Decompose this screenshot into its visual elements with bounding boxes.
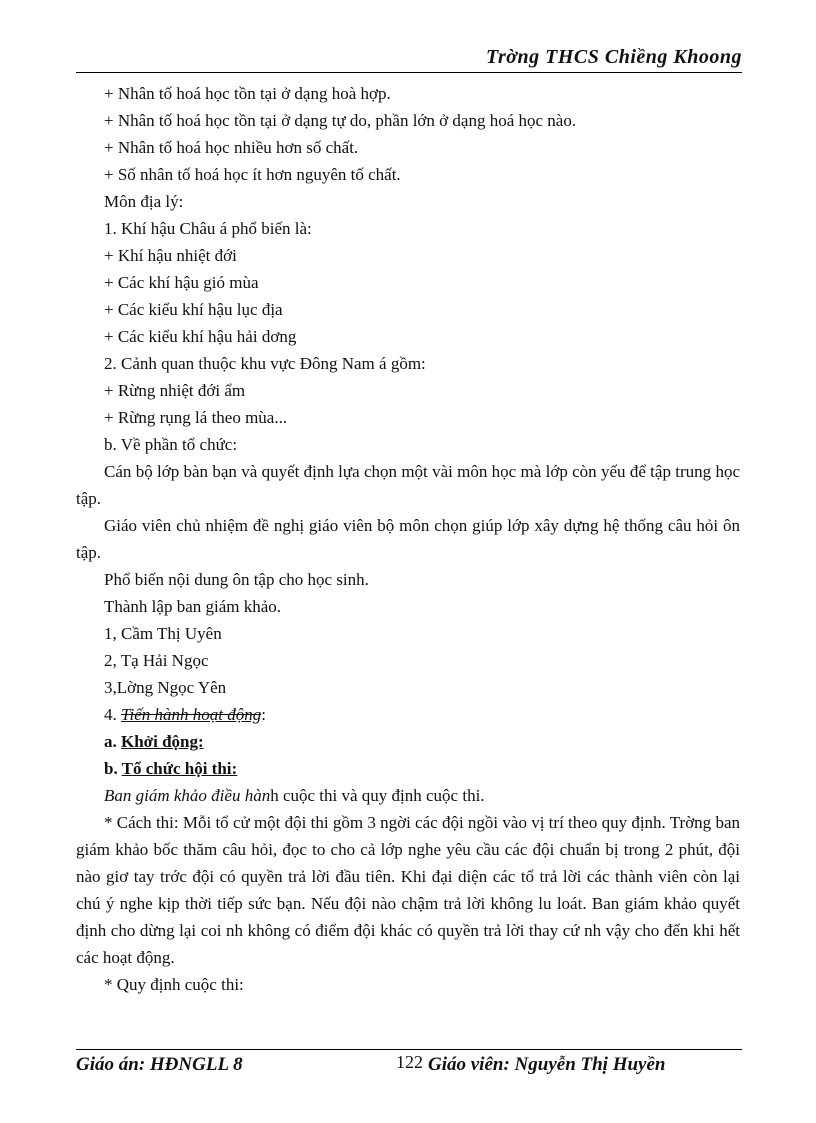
- paragraph-can-bo: Cán bộ lớp bàn bạn và quyết định lựa chọn một vài môn học mà lớp còn yếu để tập trung học tập.: [76, 462, 740, 508]
- page-number: 122: [396, 1052, 423, 1072]
- judge-item: 1, Cầm Thị Uyên: [104, 624, 222, 643]
- paragraph-cach-thi: * Cách thi: Mỗi tổ cử một đội thi gồm 3 ngời các đội ngồi vào vị trí theo quy định. Trờng ban giám khảo bốc thăm câu hỏi, đọc to cho cả lớp nghe yêu cầu các đội chuẩn bị trong 2 phút, đội nào giơ tay trớc đội có quyền trả lời đầu tiên. Khi đại diện các tổ trả lời các thành viên còn lại chú ý nghe kịp thời tiếp sức bạn. Nếu đội nào chậm trả lời không lu loát. Ban giám khảo quyết định cho dừng lại coi nh không có điểm đội khác có quyền trả lời thay cứ nh vậy cho đến khi hết các hoạt động.: [76, 813, 740, 967]
- section-heading: b. Về phần tổ chức:: [104, 435, 238, 454]
- text-line: 2. Cảnh quan thuộc khu vực Đông Nam á gồm:: [104, 354, 426, 373]
- subject-heading: Môn địa lý:: [104, 192, 184, 211]
- sub-b-title: Tổ chức hội thi:: [121, 759, 238, 778]
- school-name: Trờng THCS Chiềng Khoong: [486, 46, 742, 68]
- document-body: [76, 80, 740, 998]
- text-line: + Các khí hậu gió mùa: [104, 273, 259, 292]
- sub-a-title: Khởi động:: [121, 732, 204, 751]
- text-line: + Rừng rụng lá theo mùa...: [104, 408, 288, 427]
- text-line: + Số nhân tố hoá học ít hơn nguyên tố chất.: [104, 165, 401, 184]
- judge-item: 2, Tạ Hải Ngọc: [104, 651, 209, 670]
- text-line: 1. Khí hậu Châu á phổ biến là:: [104, 219, 312, 238]
- text-line: + Các kiểu khí hậu hải dơng: [104, 327, 297, 346]
- text-line: + Khí hậu nhiệt đới: [104, 246, 237, 265]
- paragraph-giao-vien: Giáo viên chủ nhiệm đề nghị giáo viên bộ môn chọn giúp lớp xây dựng hệ thống câu hỏi ôn tập.: [76, 516, 740, 562]
- page-footer: [76, 1052, 742, 1082]
- section-4-title: Tiến hành hoạt động: [121, 705, 262, 724]
- ban-giam-khao-line: [76, 782, 740, 809]
- text-line: + Rừng nhiệt đới ẩm: [104, 381, 246, 400]
- section-4-colon: :: [261, 705, 266, 724]
- text-line: Thành lập ban giám khảo.: [104, 597, 282, 616]
- footer-teacher: Giáo viên: Nguyễn Thị Huyền: [428, 1054, 666, 1075]
- sub-a-heading: [76, 728, 740, 755]
- page-header: [76, 46, 742, 69]
- sub-a-label: a.: [104, 732, 121, 751]
- footer-lesson: Giáo án: HĐNGLL 8: [76, 1054, 243, 1075]
- ban-giam-khao-rest: h cuộc thi và quy định cuộc thi.: [270, 786, 485, 805]
- text-line: + Nhân tố hoá học nhiều hơn số chất.: [104, 138, 359, 157]
- judge-item: 3,Lờng Ngọc Yên: [104, 678, 227, 697]
- section-4-number: 4.: [104, 705, 121, 724]
- sub-b-heading: [76, 755, 740, 782]
- footer-rule: [76, 1049, 742, 1050]
- section-4-heading: [76, 701, 740, 728]
- text-line: + Nhân tố hoá học tồn tại ở dạng hoà hợp.: [104, 84, 391, 103]
- header-rule: [76, 72, 742, 73]
- text-line: Phổ biến nội dung ôn tập cho học sinh.: [104, 570, 369, 589]
- ban-giam-khao-italic: Ban giám khảo điều hàn: [104, 786, 271, 805]
- quy-dinh-line: * Quy định cuộc thi:: [104, 975, 244, 994]
- sub-b-label: b.: [104, 759, 122, 778]
- text-line: + Các kiểu khí hậu lục địa: [104, 300, 283, 319]
- text-line: + Nhân tố hoá học tồn tại ở dạng tự do, phần lớn ở dạng hoá học nào.: [104, 111, 577, 130]
